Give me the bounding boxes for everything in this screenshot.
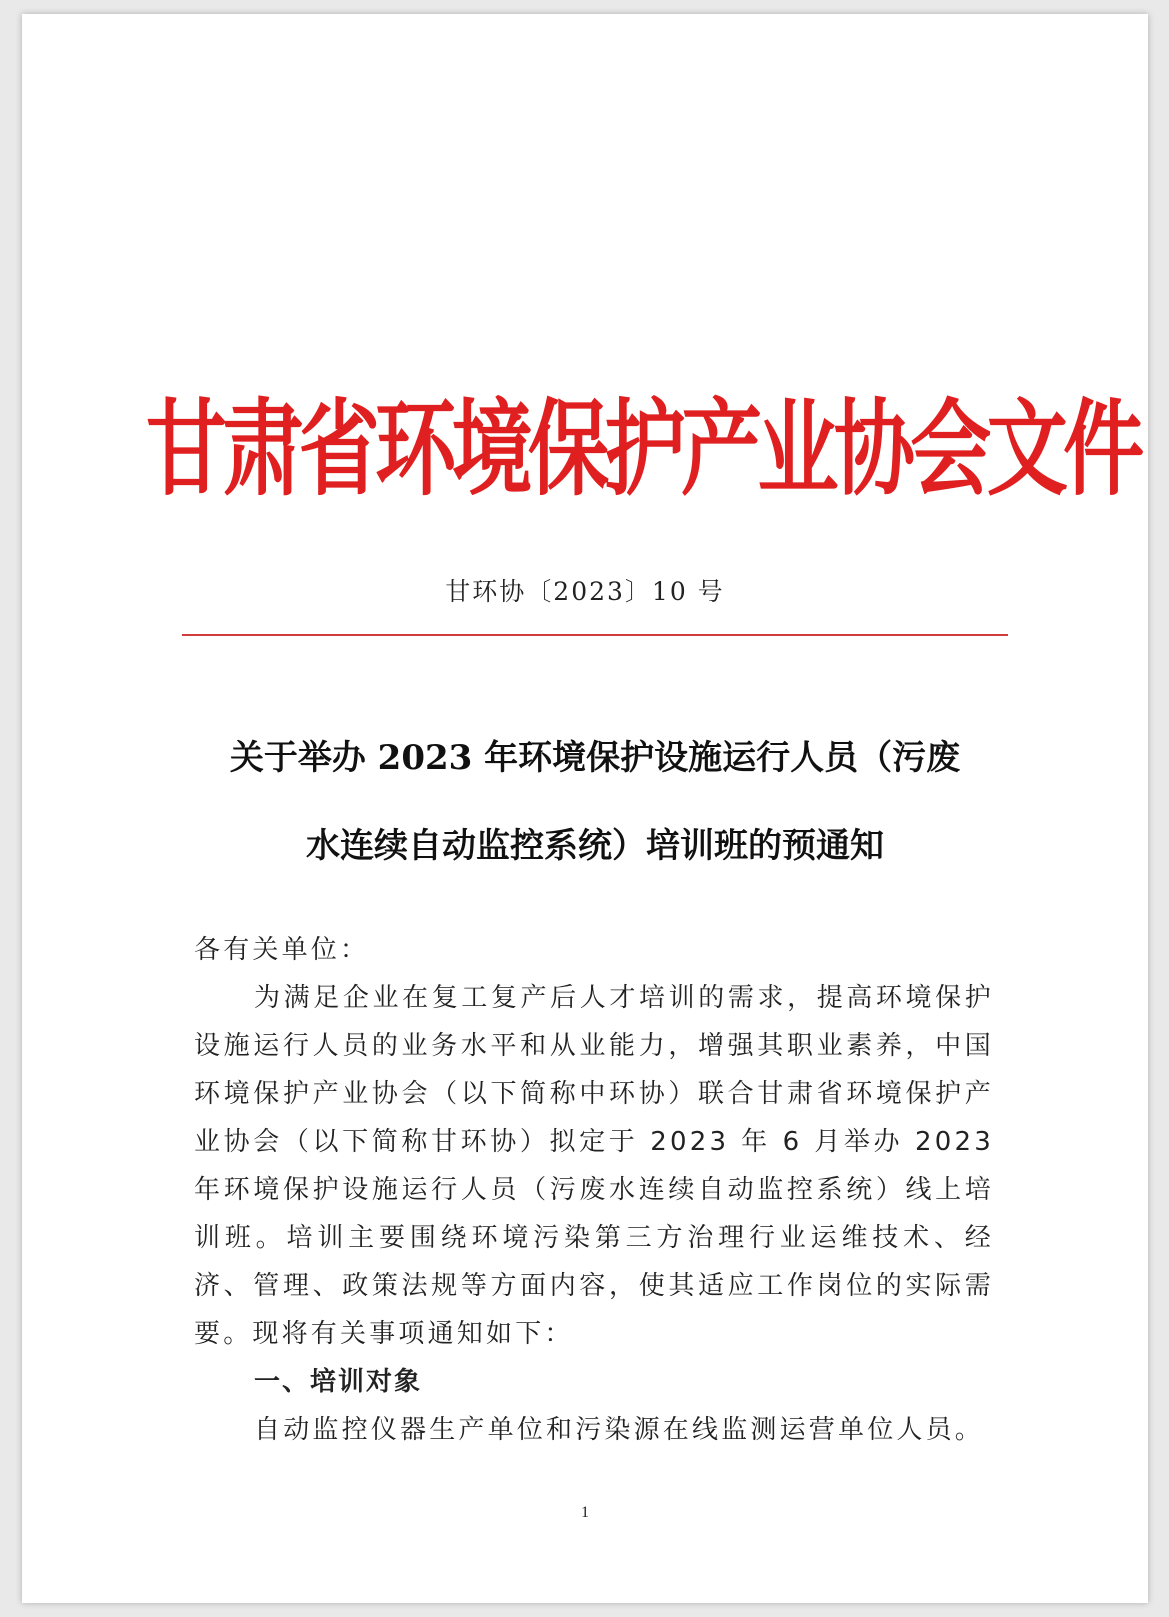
red-divider [182, 634, 1008, 636]
notice-body [194, 926, 994, 1454]
notice-title [182, 714, 1008, 890]
page-number: 1 [581, 1504, 589, 1521]
section-1-heading: 一、培训对象 [254, 1367, 423, 1397]
document-number: 甘环协〔2023〕10 号 [445, 577, 725, 606]
intro-paragraph: 为满足企业在复工复产后人才培训的需求，提高环境保护设施运行人员的业务水平和从业能力，增强其职业素养，中国环境保护产业协会（以下简称中环协）联合甘肃省环境保护产业协会（以下简称甘环协）拟定于 2023 年 6 月举办 2023 年环境保护设施运行人员（污废水连续自动监控系统）线上培训班。培训主要围绕环境污染第三方治理行业运维技术、经济、管理、政策法规等方面内容，使其适应工作岗位的实际需要。现将有关事项通知如下： [194, 983, 994, 1349]
salutation: 各有关单位： [194, 935, 370, 965]
notice-title-line-1: 关于举办 2023 年环境保护设施运行人员（污废 [229, 738, 961, 778]
document-page [22, 14, 1148, 1603]
notice-title-line-2: 水连续自动监控系统）培训班的预通知 [306, 826, 884, 866]
section-1-text: 自动监控仪器生产单位和污染源在线监测运营单位人员。 [254, 1415, 985, 1445]
letterhead-title: 甘肃省环境保护产业协会文件 [145, 393, 1140, 508]
